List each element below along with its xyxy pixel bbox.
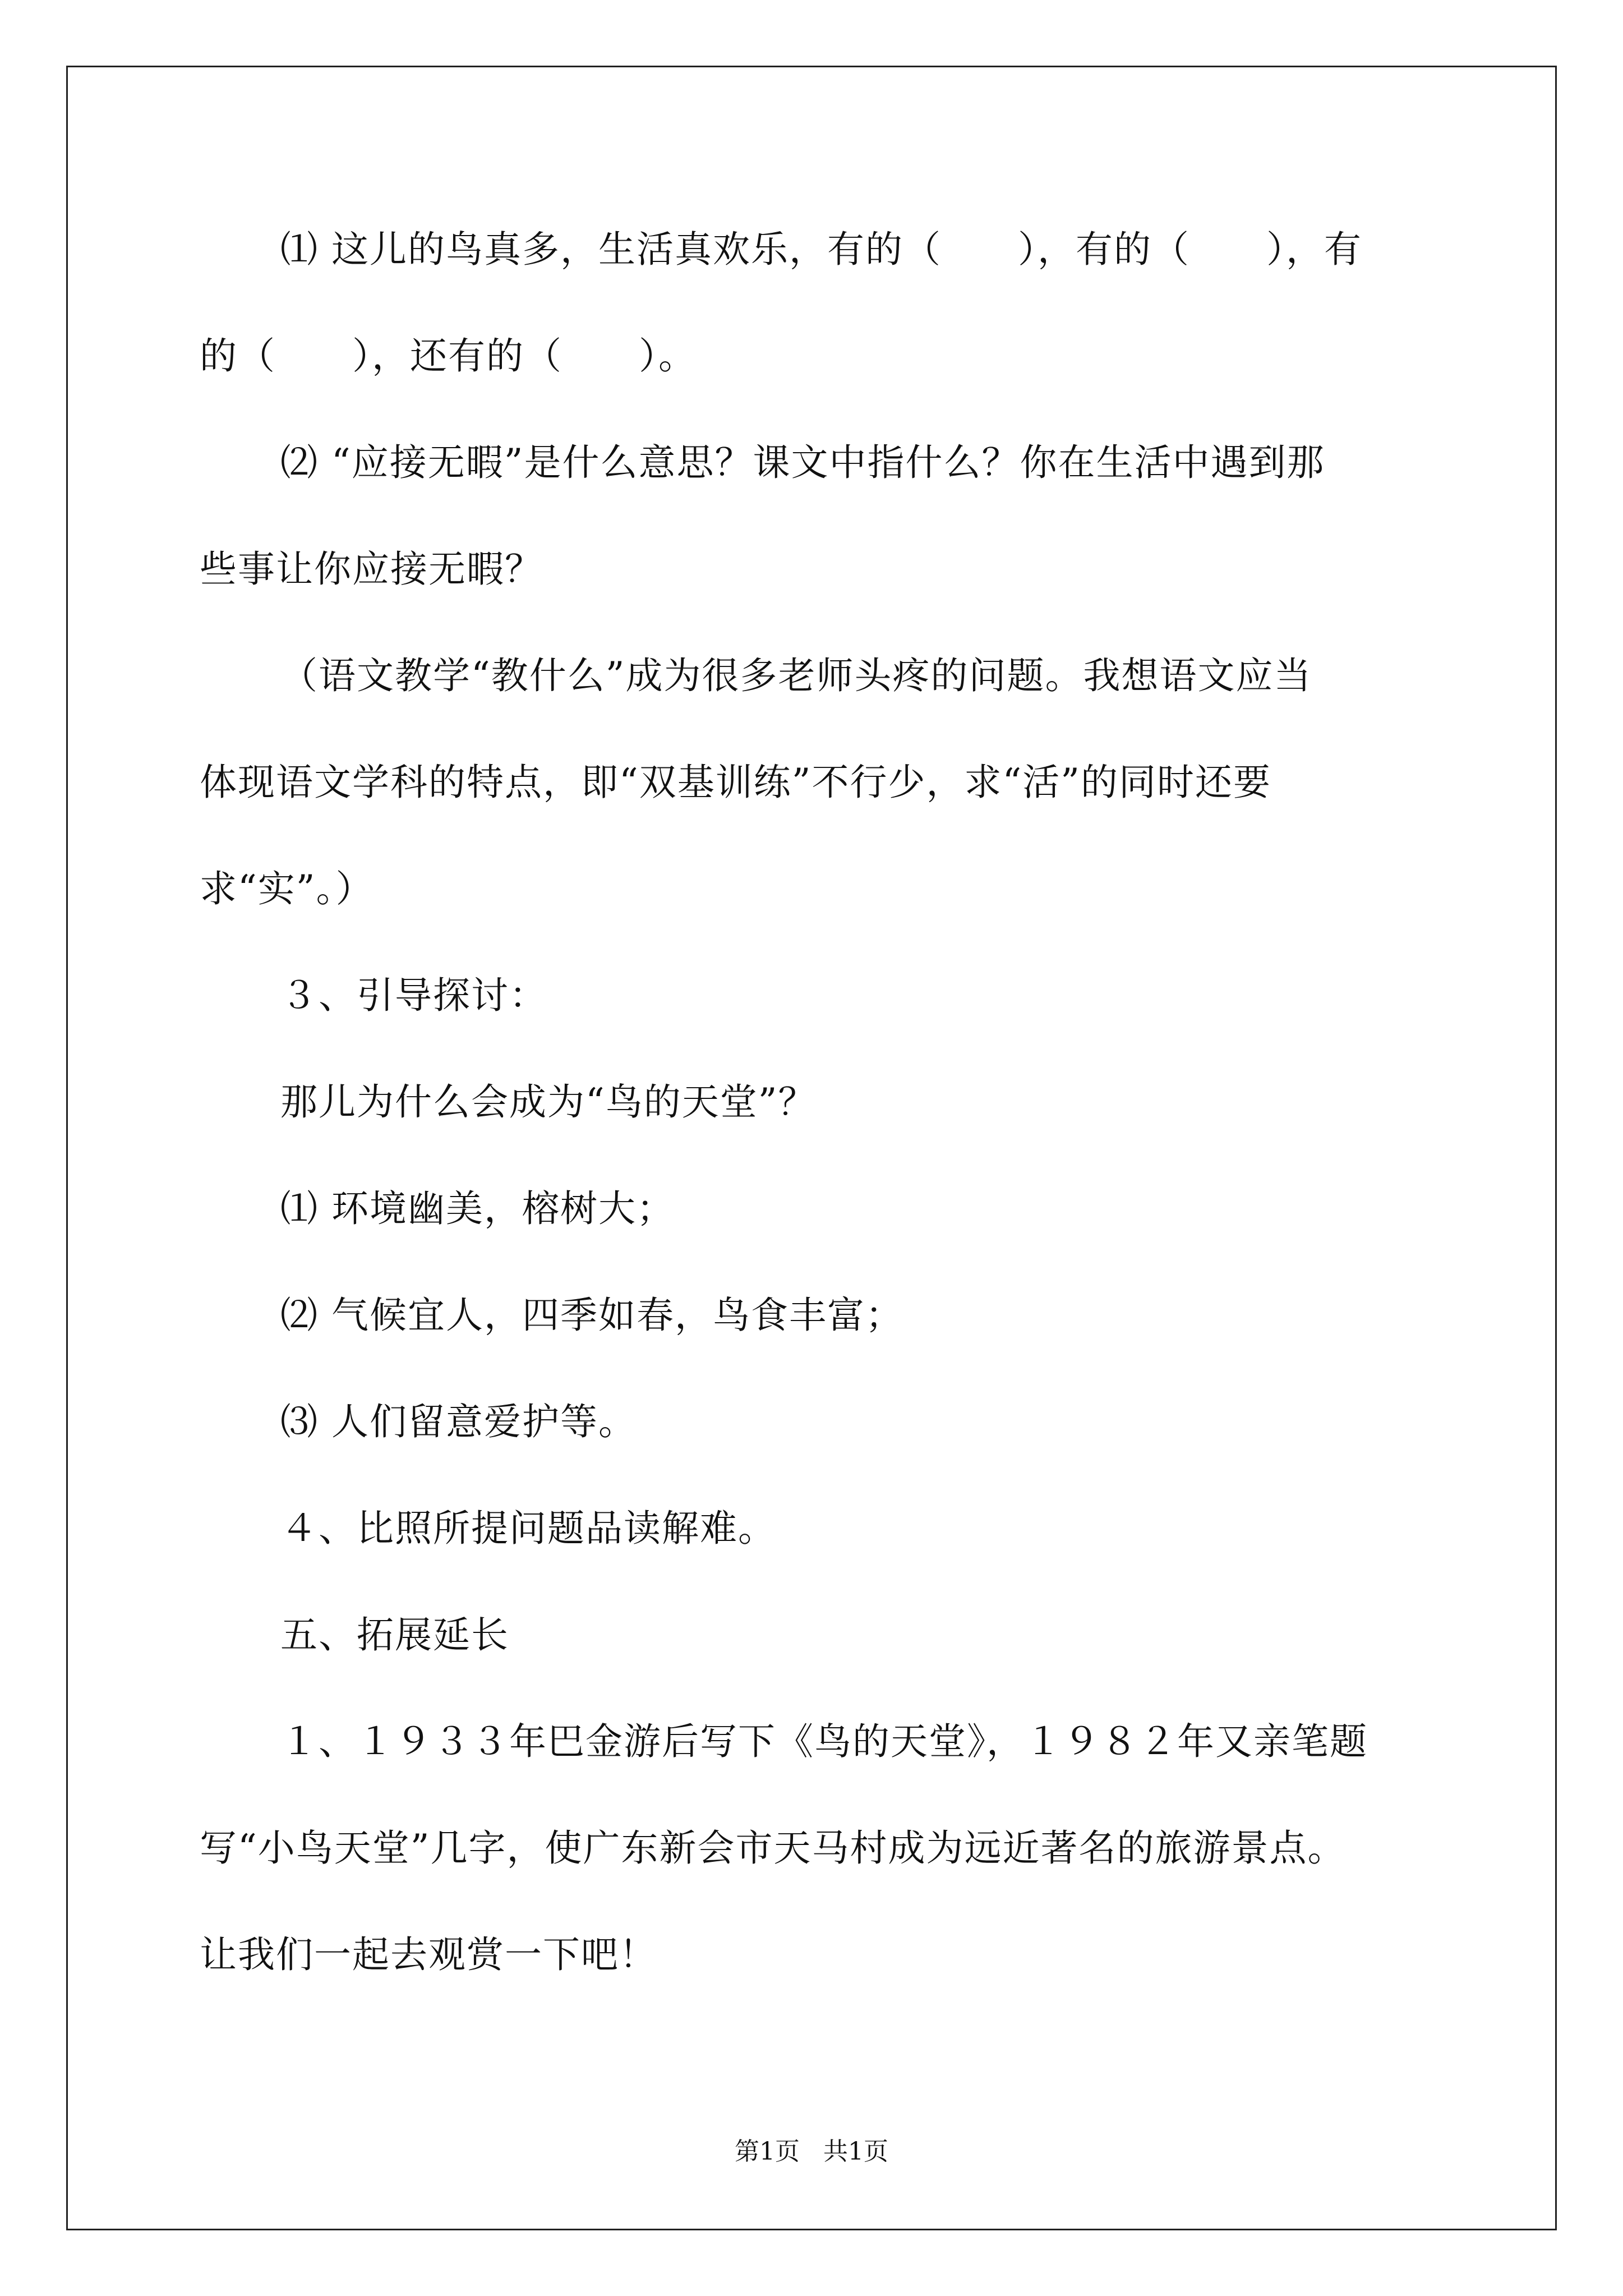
text-line: 些事让你应接无暇？ xyxy=(200,547,543,591)
list-item: ⑶ 人们留意爱护等。 xyxy=(280,1400,637,1443)
page-footer xyxy=(0,2136,1623,2168)
text-line: 的（ ），还有的（ ）。 xyxy=(200,334,697,378)
section-heading: ４、比照所提问题品读解难。 xyxy=(280,1507,776,1550)
text-line: １、１９３３年巴金游后写下《鸟的天堂》，１９８２年又亲笔题 xyxy=(280,1720,1368,1763)
list-item: ⑵ 气候宜人，四季如春，鸟食丰富； xyxy=(280,1294,903,1337)
text-line: （语文教学“教什么”成为很多老师头疼的问题。我想语文应当 xyxy=(280,654,1312,697)
page-total: 共1页 xyxy=(823,2137,888,2166)
text-line: ⑵ “应接无暇”是什么意思？课文中指什么？你在生活中遇到那 xyxy=(280,441,1325,484)
section-heading: ３、引导探讨： xyxy=(280,974,547,1017)
text-line: 求“实”。） xyxy=(200,867,374,910)
page-number: 第1页 xyxy=(735,2137,800,2166)
text-line: 让我们一起去观赏一下吧！ xyxy=(200,1933,657,1976)
text-line: 写“小鸟天堂”几字，使广东新会市天马村成为远近著名的旅游景点。 xyxy=(200,1826,1346,1870)
text-line: 体现语文学科的特点，即“双基训练”不行少，求“活”的同时还要 xyxy=(200,761,1271,804)
page-border xyxy=(66,66,1557,2230)
text-line: 那儿为什么会成为“鸟的天堂”？ xyxy=(280,1080,817,1124)
section-heading: 五、拓展延长 xyxy=(280,1613,509,1657)
text-line: ⑴ 这儿的鸟真多，生活真欢乐，有的（ ），有的（ ），有 xyxy=(280,228,1362,271)
list-item: ⑴ 环境幽美，榕树大； xyxy=(280,1187,675,1230)
